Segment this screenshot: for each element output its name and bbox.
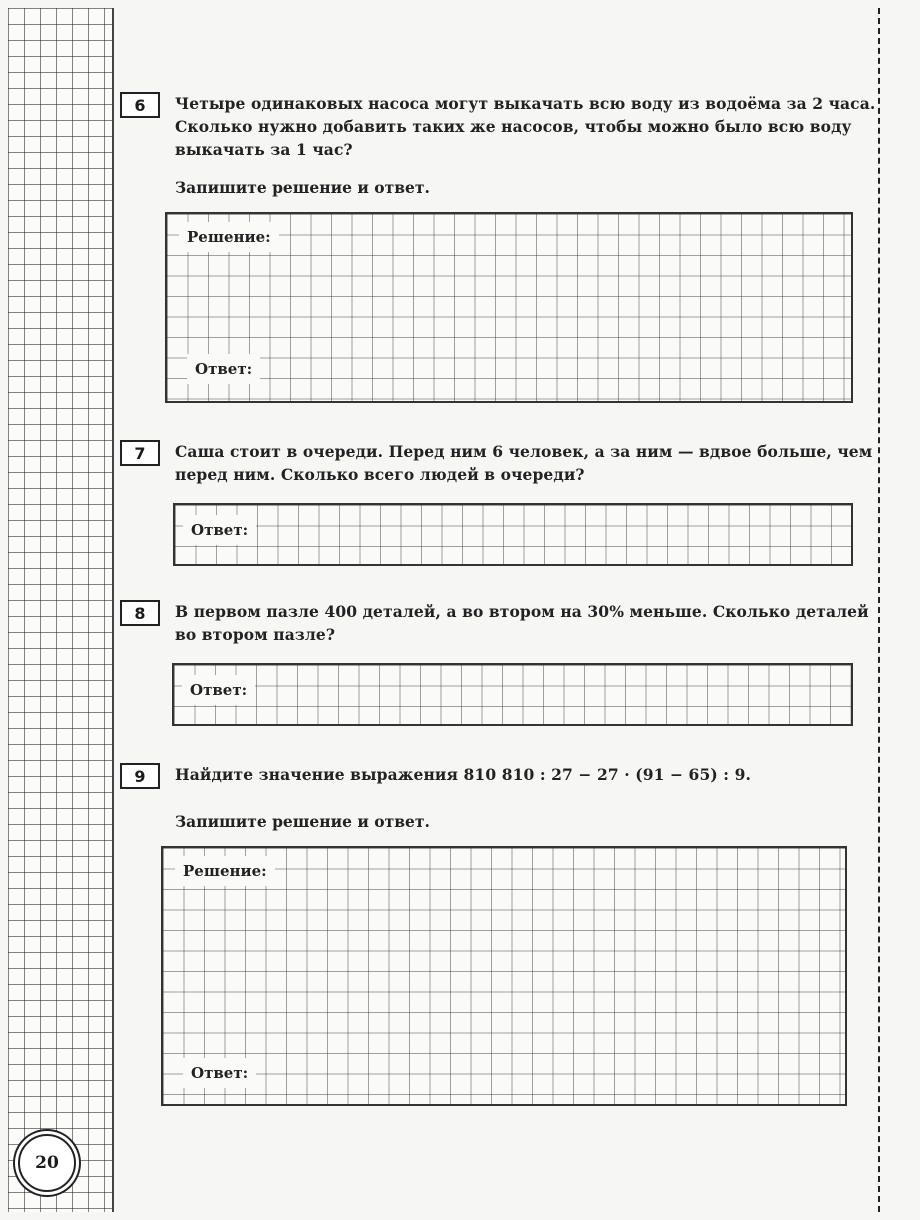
question-9 bbox=[118, 763, 880, 1113]
answer-grid[interactable] bbox=[173, 503, 853, 566]
answer-label: Ответ: bbox=[182, 675, 255, 705]
question-number: 8 bbox=[120, 600, 160, 626]
solution-label: Решение: bbox=[179, 222, 279, 252]
solution-grid[interactable] bbox=[161, 846, 847, 1106]
answer-label: Ответ: bbox=[183, 1058, 256, 1088]
question-7 bbox=[118, 440, 880, 570]
question-8 bbox=[118, 600, 880, 730]
solution-label: Решение: bbox=[175, 856, 275, 886]
instruction-text: Запишите решение и ответ. bbox=[175, 178, 430, 197]
answer-label: Ответ: bbox=[187, 354, 260, 384]
question-text: Саша стоит в очереди. Перед ним 6 человек, а за ним — вдвое больше, чем перед ним. Сколько всего людей в очереди? bbox=[175, 442, 873, 484]
question-text: Найдите значение выражения 810 810 : 27 − 27 · (91 − 65) : 9. bbox=[175, 765, 751, 784]
solution-grid[interactable] bbox=[165, 212, 853, 403]
question-text: В первом пазле 400 деталей, а во втором на 30% меньше. Сколько деталей во втором пазле? bbox=[175, 602, 869, 644]
instruction-text: Запишите решение и ответ. bbox=[175, 812, 430, 831]
question-number: 7 bbox=[120, 440, 160, 466]
answer-grid[interactable] bbox=[172, 663, 853, 726]
question-6 bbox=[118, 92, 880, 410]
question-text: Четыре одинаковых насоса могут выкачать всю воду из водоёма за 2 часа. Сколько нужно добавить таких же насосов, чтобы можно было всю воду выкачать за 1 час? bbox=[175, 94, 876, 159]
left-grid-strip bbox=[8, 8, 114, 1212]
page-number-text: 20 bbox=[35, 1153, 59, 1173]
question-number: 9 bbox=[120, 763, 160, 789]
question-number: 6 bbox=[120, 92, 160, 118]
answer-label: Ответ: bbox=[183, 515, 256, 545]
page-number bbox=[18, 1134, 76, 1192]
